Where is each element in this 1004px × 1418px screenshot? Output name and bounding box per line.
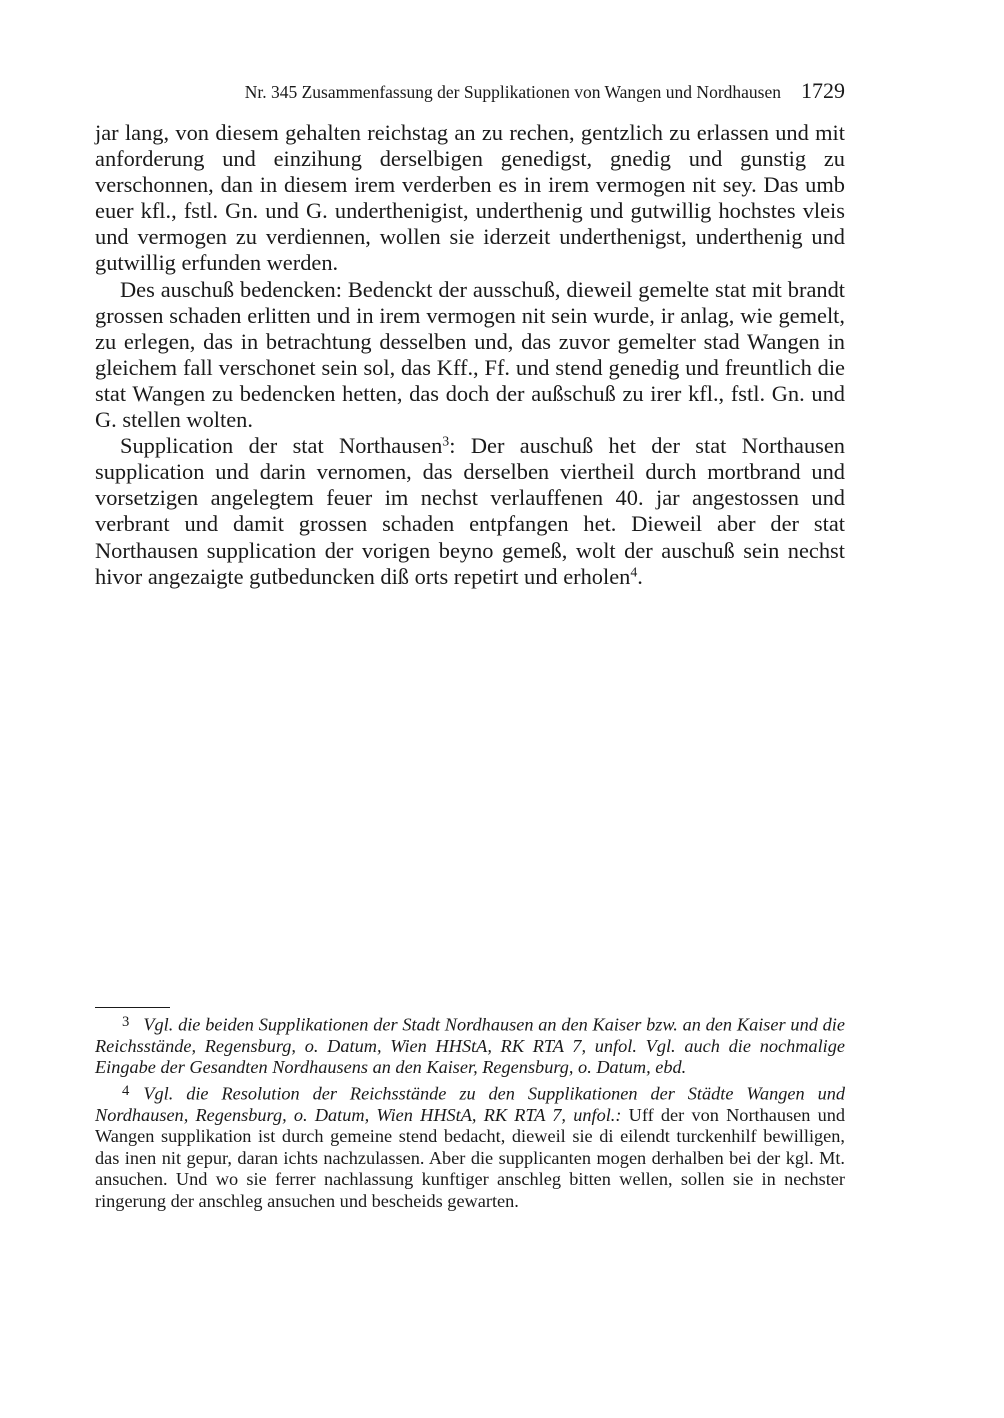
footnote-italic-text: Vgl. die Resolution der Reichsstände zu den Supplikationen der Städte Wangen und Nordhausen, Regensburg, o. Datum, Wien HHStA, RK RTA 7, unfol.: bbox=[95, 1083, 845, 1125]
paragraph-3-end: . bbox=[637, 563, 643, 589]
footnote-ref-3[interactable]: 3 bbox=[442, 434, 450, 450]
footnote-rule bbox=[95, 1007, 170, 1008]
footnote-text: Uff der von Northausen und Wangen supplikation ist durch gemeine stend bedacht, dieweil sie di eilendt turckenhilf bewilligen, das inen nit gepur, daran ichts nachzulassen. Aber die supplicanten mogen derhalben bei der kgl. Mt. ansuchen. Und wo sie ferrer nachlassung kunftiger anschleg bitten wellen, sollen sie in nechster ringerung der anschleg ansuchen und bescheids gewarten. bbox=[95, 1104, 845, 1211]
footnote-ref-4[interactable]: 4 bbox=[630, 564, 638, 580]
footnote-number: 4 bbox=[122, 1082, 130, 1099]
footnote-4 bbox=[95, 1081, 845, 1212]
running-header-title: Nr. 345 Zusammenfassung der Supplikationen von Wangen und Nordhausen bbox=[244, 82, 781, 102]
footnote-number: 3 bbox=[122, 1014, 130, 1030]
running-header bbox=[95, 78, 845, 108]
paragraph-1: jar lang, von diesem gehalten reichstag an zu rechen, gentzlich zu erlassen und mit anforderung und einzihung derselbigen genedigst, gnedig und gunstig zu verschonnen, dan in diesem irem verderben es in irem vermogen nit sey. Das umb euer kfl., fstl. Gn. und G. underthenigist, underthenig und gutwillig hochstes vleis und vermogen zu verdiennen, wollen sie iderzeit underthenigst, underthenig und gutwillig erfunden werden. bbox=[95, 120, 845, 276]
footnote-3 bbox=[95, 1012, 845, 1079]
footnotes bbox=[95, 1007, 845, 1214]
paragraph-2: Des auschuß bedencken: Bedenckt der ausschuß, dieweil gemelte stat mit brandt grossen schaden erlitten und in irem vermogen nit sein wurde, ir anlag, wie gemelt, zu erlegen, das in betrachtung desselben und, das zuvor gemelter stad Wangen in gleichem fall verschonet sein sol, das Kff., Ff. und stend genedig und freuntlich die stat Wangen zu bedencken hetten, das doch der außschuß zu irer kfl., fstl. Gn. und G. stellen wolten. bbox=[95, 276, 845, 433]
footnote-italic-text: Vgl. die beiden Supplikationen der Stadt Nordhausen an den Kaiser bzw. an den Kaiser und die Reichsstände, Regensburg, o. Datum, Wien HHStA, RK RTA 7, unfol. Vgl. auch die nochmalige Eingabe der Gesandten Nordhausens an den Kaiser, Regensburg, o. Datum, ebd. bbox=[95, 1014, 845, 1078]
main-text bbox=[95, 120, 845, 590]
paragraph-3-heading: Supplication der stat Northausen bbox=[120, 433, 443, 459]
paragraph-3 bbox=[95, 433, 845, 590]
page bbox=[95, 78, 845, 590]
page-number: 1729 bbox=[801, 78, 845, 103]
paragraph-3-text: : Der auschuß het der stat Northausen supplication und darin vernomen, das derselben viertheil durch mortbrand und vorsetzigen angelegtem feuer im nechst verlauffenen 40. jar angestossen und verbrant und damit grossen schaden entpfangen het. Dieweil aber der stat Northausen supplication der vorigen beyno gemeß, wolt der auschuß sein nechst hivor angezaigte gutbeduncken diß orts repetirt und erholen bbox=[95, 433, 845, 589]
